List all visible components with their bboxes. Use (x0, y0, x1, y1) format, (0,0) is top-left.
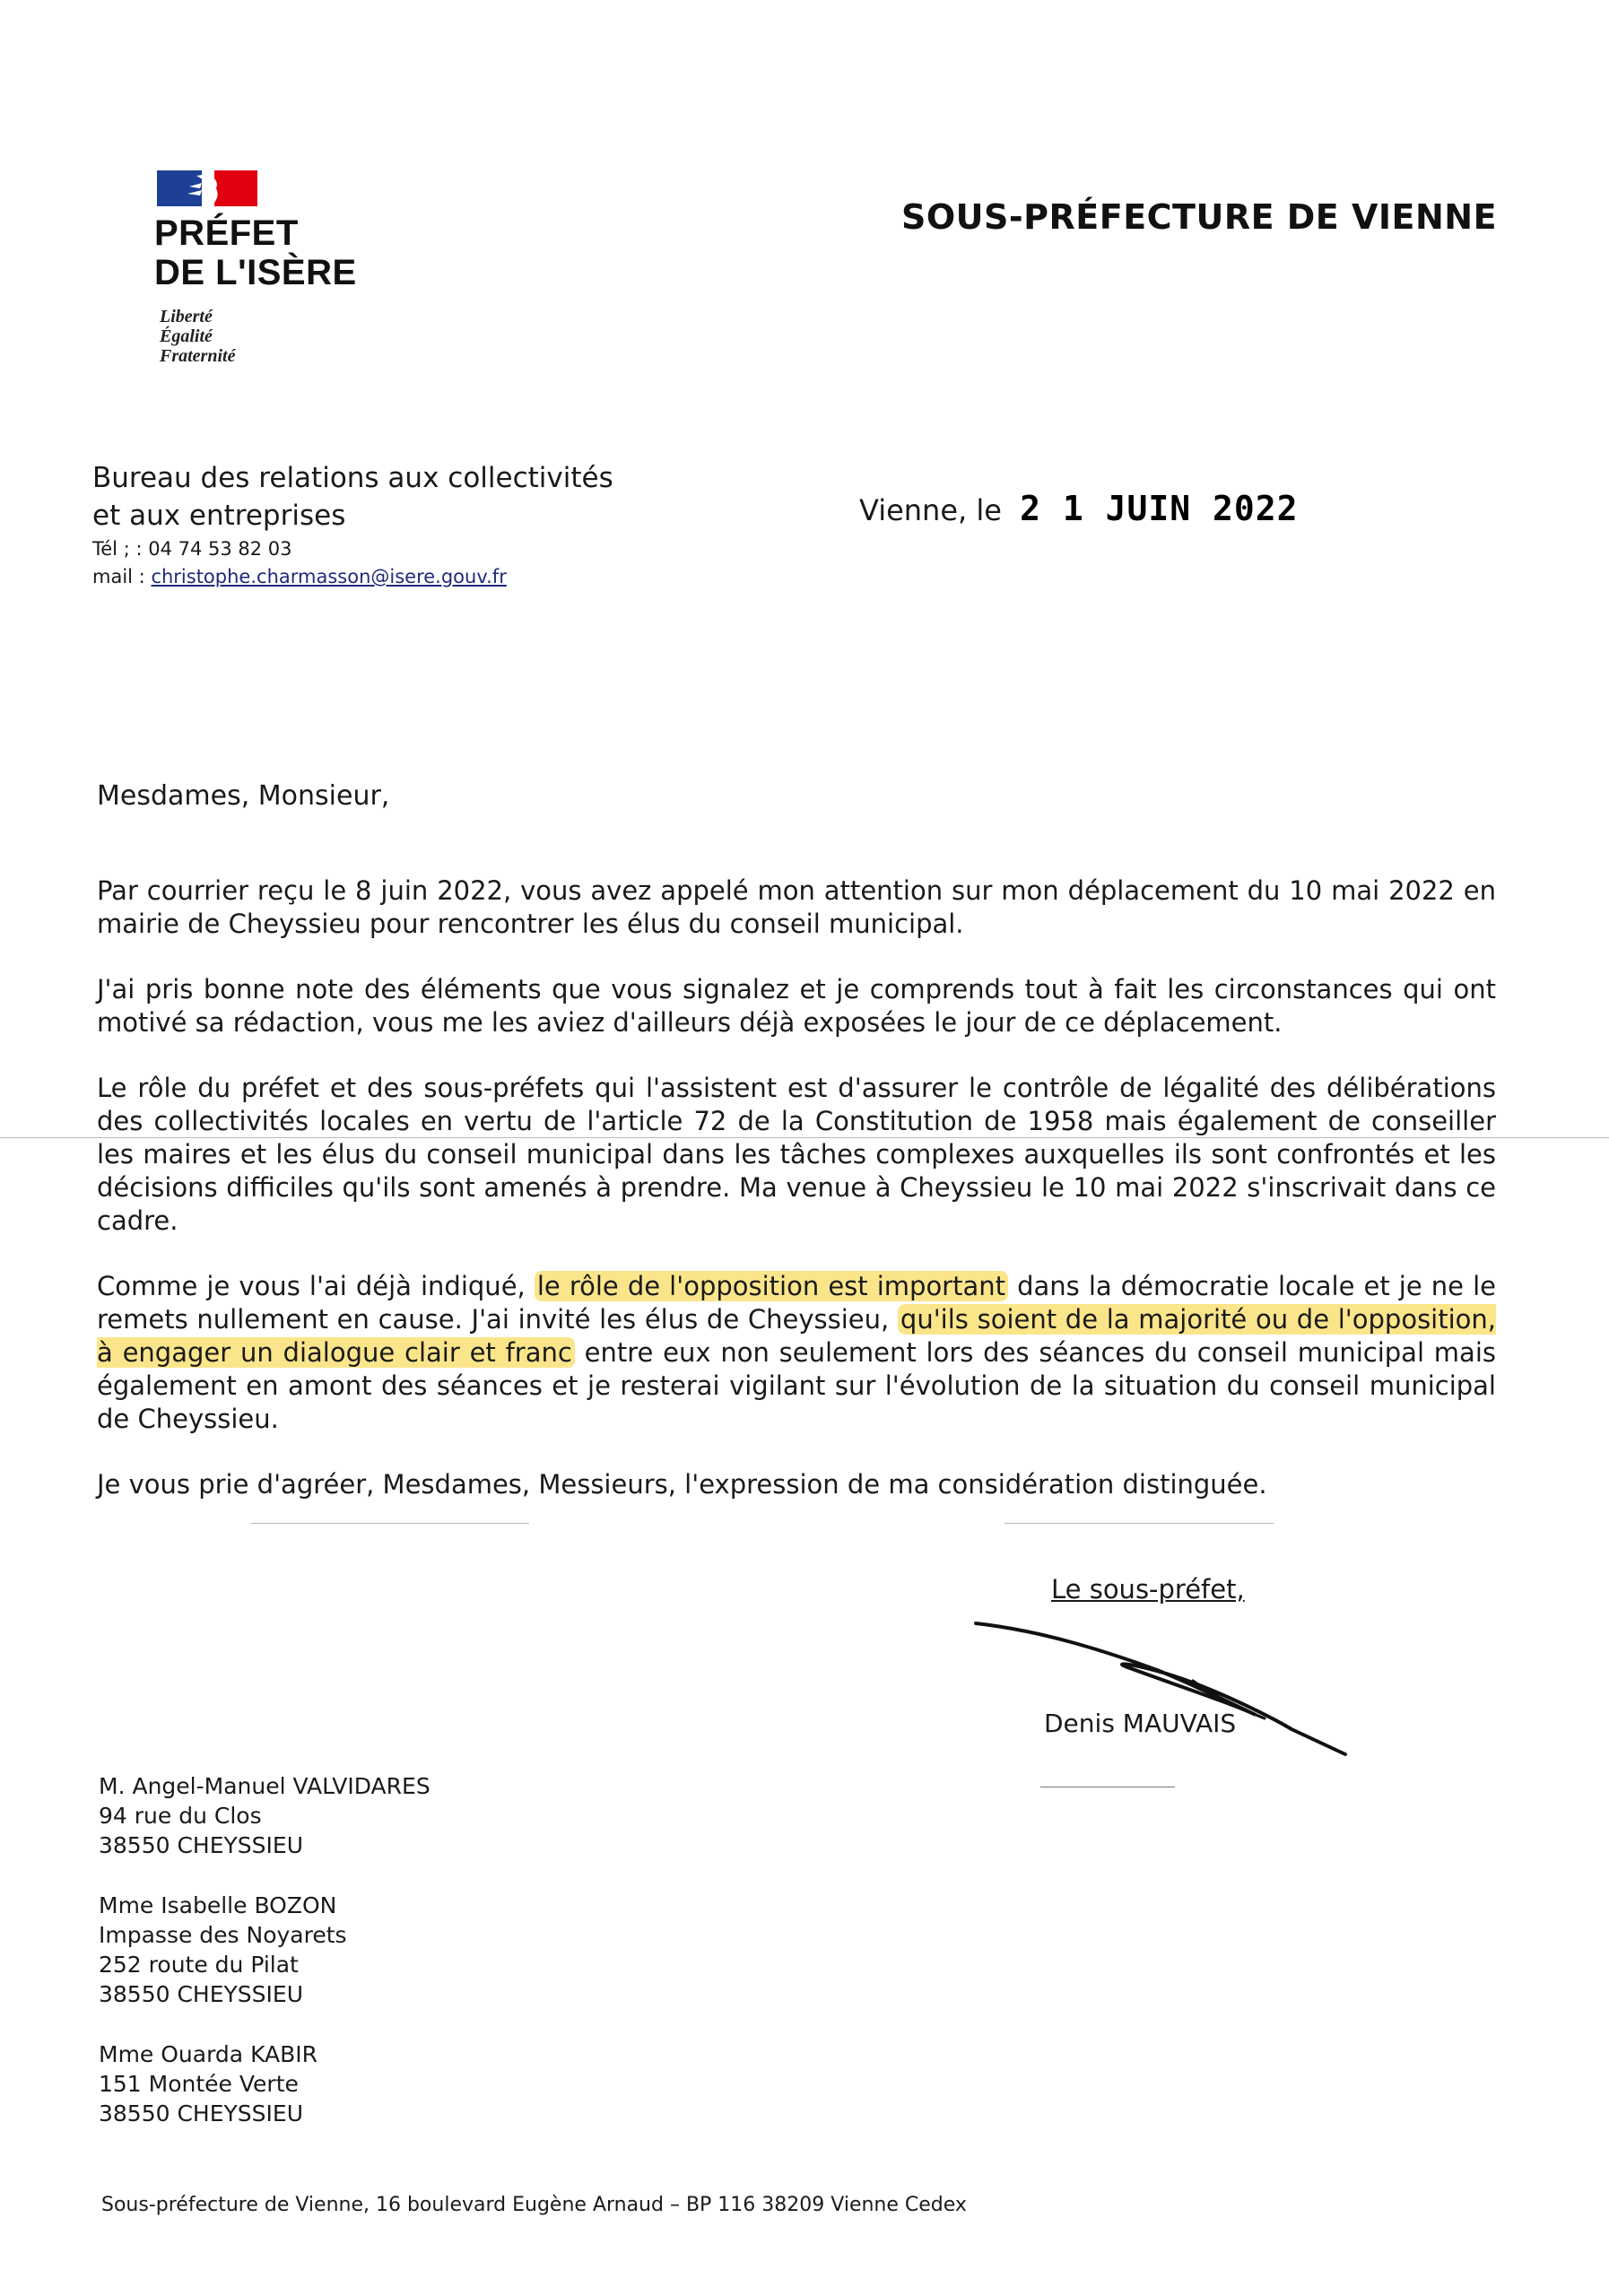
contact-block (92, 535, 507, 591)
bureau-name (92, 459, 613, 535)
brand-name (154, 213, 357, 292)
greeting: Mesdames, Monsieur, (97, 780, 390, 812)
email-line (92, 563, 507, 591)
paragraph-1: Par courrier reçu le 8 juin 2022, vous avez appelé mon attention sur mon déplacement du 10 mai 2022 en mairie de Cheyssieu pour rencontrer les élus du conseil municipal. (97, 875, 1496, 939)
bureau-line-1: Bureau des relations aux collectivités (92, 462, 613, 494)
signer-name: Denis MAUVAIS (1044, 1709, 1237, 1738)
date-prefix: Vienne, le (859, 493, 1002, 527)
paragraph-4-part-a: Comme je vous l'ai déjà indiqué, (97, 1271, 535, 1301)
phone-number: 04 74 53 82 03 (148, 538, 292, 560)
brand-line-2: DE L'ISÈRE (154, 253, 357, 292)
recipient-3-name: Mme Ouarda KABIR (99, 2041, 318, 2067)
brand-line-1: PRÉFET (154, 213, 299, 253)
paragraph-4-part-b: dans la démocratie locale et je ne le remets nullement en cause. J'ai invité les élus de Cheyssieu, (97, 1271, 1496, 1335)
paragraph-4-part-c: entre eux non seulement lors des séances du conseil municipal mais également en amont des séances et je resterai vigilant sur l'évolution de la situation du conseil municipal de Cheyssieu. (97, 1337, 1496, 1434)
highlight-opposition-role: le rôle de l'opposition est important (535, 1271, 1008, 1301)
closing-formula: Je vous prie d'agréer, Mesdames, Messieurs, l'expression de ma considération distinguée. (97, 1469, 1267, 1500)
recipient-1 (99, 1771, 431, 1860)
recipient-2-street-2: 252 route du Pilat (99, 1952, 299, 1978)
highlight-dialogue: qu'ils soient de la majorité ou de l'opposition, à engager un dialogue clair et franc (97, 1304, 1497, 1368)
paragraph-2: J'ai pris bonne note des éléments que vous signalez et je comprends tout à fait les circonstances qui ont motivé sa rédaction, vous me les aviez d'ailleurs déjà exposées le jour de ce déplacement. (97, 974, 1496, 1038)
signer-title: Le sous-préfet, (1051, 1574, 1245, 1605)
footer-address: Sous-préfecture de Vienne, 16 boulevard Eugène Arnaud – BP 116 38209 Vienne Cedex (101, 2194, 967, 2216)
recipient-2-name: Mme Isabelle BOZON (99, 1892, 337, 1918)
motto-liberte: Liberté (160, 307, 213, 326)
email-link[interactable]: christophe.charmasson@isere.gouv.fr (151, 566, 507, 587)
recipient-3-city: 38550 CHEYSSIEU (99, 2100, 304, 2126)
scan-line (0, 1137, 1609, 1138)
recipient-3 (99, 2039, 317, 2128)
office-title: SOUS-PRÉFECTURE DE VIENNE (901, 197, 1498, 237)
recipient-1-city: 38550 CHEYSSIEU (99, 1832, 304, 1858)
paragraph-4 (97, 1270, 1496, 1436)
recipient-2 (99, 1891, 347, 2009)
bureau-line-2: et aux entreprises (92, 500, 346, 532)
recipient-1-name: M. Angel-Manuel VALVIDARES (99, 1773, 431, 1799)
motto-fraternite: Fraternité (160, 346, 236, 366)
phone-label: Tél ; : (92, 538, 143, 560)
motto (160, 307, 235, 366)
recipient-2-city: 38550 CHEYSSIEU (99, 1981, 304, 2007)
motto-egalite: Égalité (160, 326, 213, 346)
recipient-3-street: 151 Montée Verte (99, 2071, 299, 2097)
scan-line (1005, 1523, 1274, 1524)
scan-line (251, 1523, 529, 1524)
letter-body (97, 874, 1496, 1534)
email-label: mail : (92, 566, 145, 587)
date-line (859, 489, 1299, 528)
phone-line (92, 535, 507, 563)
recipient-2-street: Impasse des Noyarets (99, 1922, 347, 1948)
recipient-1-street: 94 rue du Clos (99, 1803, 262, 1829)
paragraph-3: Le rôle du préfet et des sous-préfets qui l'assistent est d'assurer le contrôle de légalité des délibérations des collectivités locales en vertu de l'article 72 de la Constitution de 1958 mais également de conseiller les maires et les élus du conseil municipal dans les tâches complexes auxquelles ils sont confrontés et les décisions difficiles qu'ils sont amenés à prendre. Ma venue à Cheyssieu le 10 mai 2022 s'inscrivait dans ce cadre. (97, 1073, 1496, 1236)
marianne-flag-logo (157, 170, 257, 206)
date-stamp: 2 1 JUIN 2022 (1020, 489, 1299, 528)
